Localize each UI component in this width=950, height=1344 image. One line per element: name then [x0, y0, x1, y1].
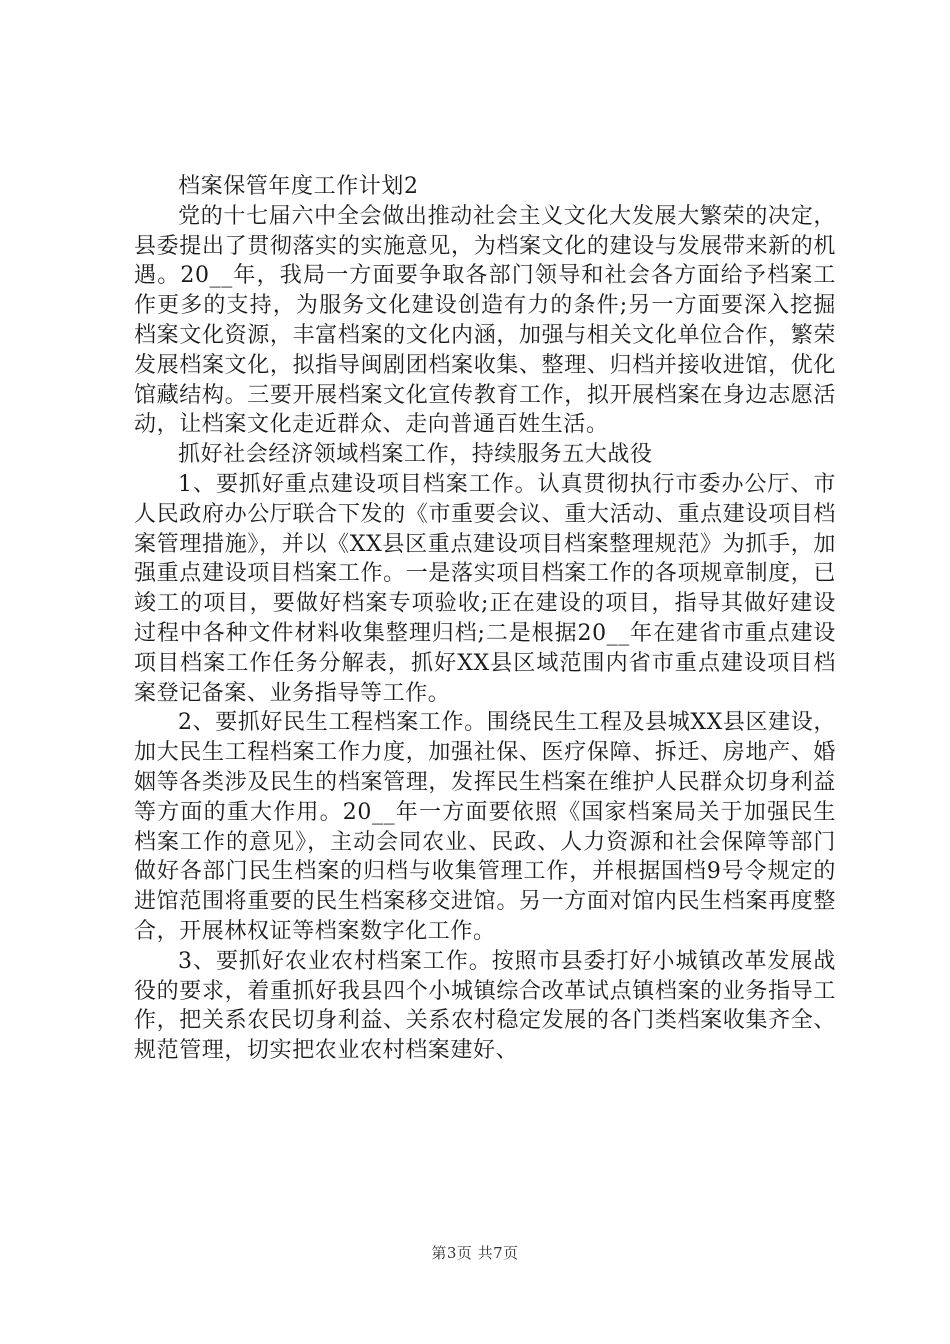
document-title: 档案保管年度工作计划2	[178, 174, 419, 199]
paragraph-item-1: 1、要抓好重点建设项目档案工作。认真贯彻执行市委办公厅、市人民政府办公厅联合下发的《市重要会议、重大活动、重点建设项目档案管理措施》，并以《XX县区重点建设项目档案整理规范》为抓手，加强重点建设项目档案工作。一是落实项目档案工作的各项规章制度，已竣工的项目，要做好档案专项验收;正在建设的项目，指导其做好建设过程中各种文件材料收集整理归档;二是根据20__年在建省市重点建设项目档案工作任务分解表，抓好XX县区域范围内省市重点建设项目档案登记备案、业务指导等工作。	[134, 471, 836, 706]
paragraph-intro: 党的十七届六中全会做出推动社会主义文化大发展大繁荣的决定，县委提出了贯彻落实的实施意见，为档案文化的建设与发展带来新的机遇。20__年，我局一方面要争取各部门领导和社会各方面给予档案工作更多的支持，为服务文化建设创造有力的条件;另一方面要深入挖掘档案文化资源，丰富档案的文化内涵，加强与相关文化单位合作，繁荣发展档案文化，拟指导闽剧团档案收集、整理、归档并接收进馆，优化馆藏结构。三要开展档案文化宣传教育工作，拟开展档案在身边志愿活动，让档案文化走近群众、走向普通百姓生活。	[134, 203, 836, 438]
section-heading: 抓好社会经济领域档案工作，持续服务五大战役	[178, 442, 653, 468]
page-footer: 第3页 共7页	[431, 1244, 519, 1262]
paragraph-item-3: 3、要抓好农业农村档案工作。按照市县委打好小城镇改革发展战役的要求，着重抓好我县四个小城镇综合改革试点镇档案的业务指导工作，把关系农民切身利益、关系农村稳定发展的各门类档案收集齐全、规范管理，切实把农业农村档案建好、	[134, 948, 836, 1064]
paragraph-item-2: 2、要抓好民生工程档案工作。围绕民生工程及县城XX县区建设，加大民生工程档案工作力度，加强社保、医疗保障、拆迁、房地产、婚姻等各类涉及民生的档案管理，发挥民生档案在维护人民群众切身利益等方面的重大作用。20__年一方面要依照《国家档案局关于加强民生档案工作的意见》，主动会同农业、民政、人力资源和社会保障等部门做好各部门民生档案的归档与收集管理工作，并根据国档9号令规定的进馆范围将重要的民生档案移交进馆。另一方面对馆内民生档案再度整合，开展林权证等档案数字化工作。	[134, 710, 836, 944]
document-body	[134, 172, 836, 1066]
